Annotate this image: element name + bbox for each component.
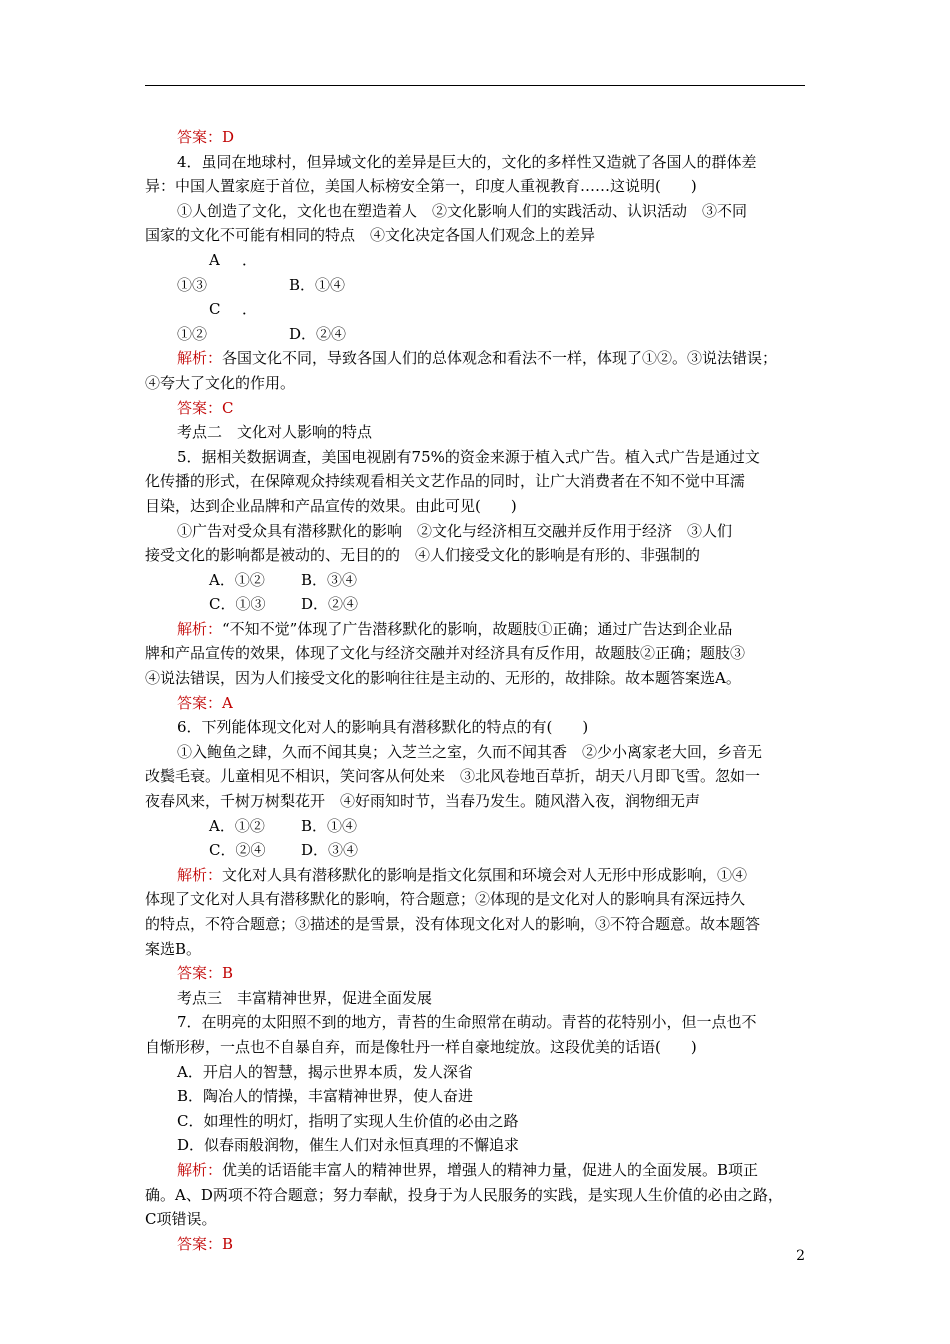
option-c: C．①② — [177, 300, 257, 343]
question-6-options-cd — [145, 838, 810, 863]
option-b: B．①④ — [301, 816, 358, 835]
option-a: A．①② — [209, 570, 265, 589]
option-c: C．如理性的明灯，指明了实现人生价值的必由之路 — [177, 1111, 519, 1130]
option-a: A．①③ — [177, 250, 257, 294]
analysis-text: “不知不觉”体现了广告潜移默化的影响，故题肢①正确；通过广告达到企业品 — [222, 619, 733, 638]
analysis-text: 优美的话语能丰富人的精神世界，增强人的精神力量，促进人的全面发展。B项正 — [222, 1160, 759, 1179]
option-d: D．似春雨般润物，催生人们对永恒真理的不懈追求 — [177, 1136, 520, 1155]
question-5-stem-cont: 化传播的形式，在保障观众持续观看相关文艺作品的同时，让广大消费者在不知不觉中耳濡 — [145, 472, 746, 491]
analysis-text: 各国文化不同，导致各国人们的总体观念和看法不一样，体现了①②。③说法错误； — [222, 349, 778, 368]
section-heading: 考点二 文化对人影响的特点 — [177, 423, 373, 442]
header-rule — [145, 85, 805, 86]
page-number: 2 — [796, 1248, 805, 1264]
option-d: D．③④ — [301, 841, 359, 860]
question-5-items: ①广告对受众具有潜移默化的影响 ②文化与经济相互交融并反作用于经济 ③人们 — [177, 521, 733, 540]
question-4-options-cd — [145, 297, 810, 346]
question-5-stem: 5．据相关数据调查，美国电视剧有75%的资金来源于植入式广告。植入式广告是通过文 — [177, 447, 760, 466]
question-4-items-cont: 国家的文化不可能有相同的特点 ④文化决定各国人们观念上的差异 — [145, 226, 596, 245]
answer-line: 答案：D — [177, 128, 235, 146]
question-5-analysis — [145, 617, 810, 642]
option-a: A．开启人的智慧，揭示世界本质，发人深省 — [177, 1062, 473, 1081]
question-7-analysis-cont: 确。A、D两项不符合题意；努力奉献，投身于为人民服务的实践，是实现人生价值的必由之路， — [145, 1185, 783, 1204]
question-4-options-ab — [145, 248, 810, 297]
question-4-stem: 4．虽同在地球村，但异域文化的差异是巨大的，文化的多样性又造就了各国人的群体差 — [177, 152, 757, 171]
question-6-items: ①入鲍鱼之肆，久而不闻其臭；入芝兰之室，久而不闻其香 ②少小离家老大回，乡音无 — [177, 742, 763, 761]
question-4-analysis-cont: ④夸大了文化的作用。 — [145, 373, 296, 392]
question-6-analysis-cont: 的特点，不符合题意；③描述的是雪景，没有体现文化对人的影响，③不符合题意。故本题答 — [145, 915, 761, 933]
option-b: B．③④ — [301, 570, 358, 589]
question-7-analysis-cont: C项错误。 — [145, 1210, 217, 1229]
question-4-stem-cont: 异：中国人置家庭于首位，美国人标榜安全第一，印度人重视教育……这说明( ) — [145, 177, 697, 196]
option-d: D．②④ — [301, 595, 359, 614]
analysis-label: 解析： — [177, 349, 223, 368]
section-heading: 考点三 丰富精神世界，促进全面发展 — [177, 988, 433, 1007]
option-c: C．②④ — [209, 841, 266, 860]
option-c: C．①③ — [209, 595, 266, 614]
question-5-analysis-cont: ④说法错误，因为人们接受文化的影响往往是主动的、无形的，故排除。故本题答案选A。 — [145, 669, 741, 688]
question-6-items-cont: 夜春风来，千树万树梨花开 ④好雨知时节，当春乃发生。随风潜入夜，润物细无声 — [145, 792, 701, 811]
question-6-analysis — [145, 863, 810, 888]
question-5-stem-cont: 目染，达到企业品牌和产品宣传的效果。由此可见( ) — [145, 496, 517, 515]
answer-line: 答案：C — [177, 398, 234, 417]
question-5-options-cd — [145, 592, 810, 617]
question-7-stem: 7．在明亮的太阳照不到的地方，青苔的生命照常在萌动。青苔的花特别小，但一点也不 — [177, 1013, 757, 1032]
question-4-items: ①人创造了文化，文化也在塑造着人 ②文化影响人们的实践活动、认识活动 ③不同 — [177, 201, 748, 220]
question-7-stem-cont: 自惭形秽，一点也不自暴自弃，而是像牡丹一样自豪地绽放。这段优美的话语( ) — [145, 1037, 697, 1056]
question-5-options-ab — [145, 568, 810, 593]
question-6-analysis-cont: 体现了文化对人具有潜移默化的影响，符合题意；②体现的是文化对人的影响具有深远持久 — [145, 890, 746, 909]
answer-line: 答案：B — [177, 964, 234, 983]
question-6-options-ab — [145, 814, 810, 839]
analysis-label: 解析： — [177, 1160, 223, 1179]
answer-line: 答案：A — [177, 693, 233, 712]
question-6-analysis-cont: 案选B。 — [145, 939, 202, 958]
question-7-analysis — [145, 1158, 810, 1183]
analysis-label: 解析： — [177, 865, 223, 884]
question-6-items-cont: 改鬓毛衰。儿童相见不相识，笑问客从何处来 ③北风卷地百草折，胡天八月即飞雪。忽如一 — [145, 767, 761, 786]
question-5-analysis-cont: 牌和产品宣传的效果，体现了文化与经济交融并对经济具有反作用，故题肢②正确；题肢③ — [145, 644, 746, 663]
option-b: B．①④ — [289, 275, 346, 294]
option-b: B．陶冶人的情操，丰富精神世界，使人奋进 — [177, 1087, 474, 1106]
option-d: D．②④ — [289, 324, 347, 343]
option-a: A．①② — [209, 816, 265, 835]
analysis-text: 文化对人具有潜移默化的影响是指文化氛围和环境会对人无形中形成影响，①④ — [222, 865, 748, 884]
analysis-label: 解析： — [177, 619, 223, 638]
answer-line: 答案：B — [177, 1234, 234, 1253]
question-5-items-cont: 接受文化的影响都是被动的、无目的的 ④人们接受文化的影响是有形的、非强制的 — [145, 546, 701, 565]
page-content — [145, 125, 810, 1256]
question-4-analysis — [145, 346, 810, 371]
question-6-stem: 6．下列能体现文化对人的影响具有潜移默化的特点的有( ) — [177, 718, 589, 737]
